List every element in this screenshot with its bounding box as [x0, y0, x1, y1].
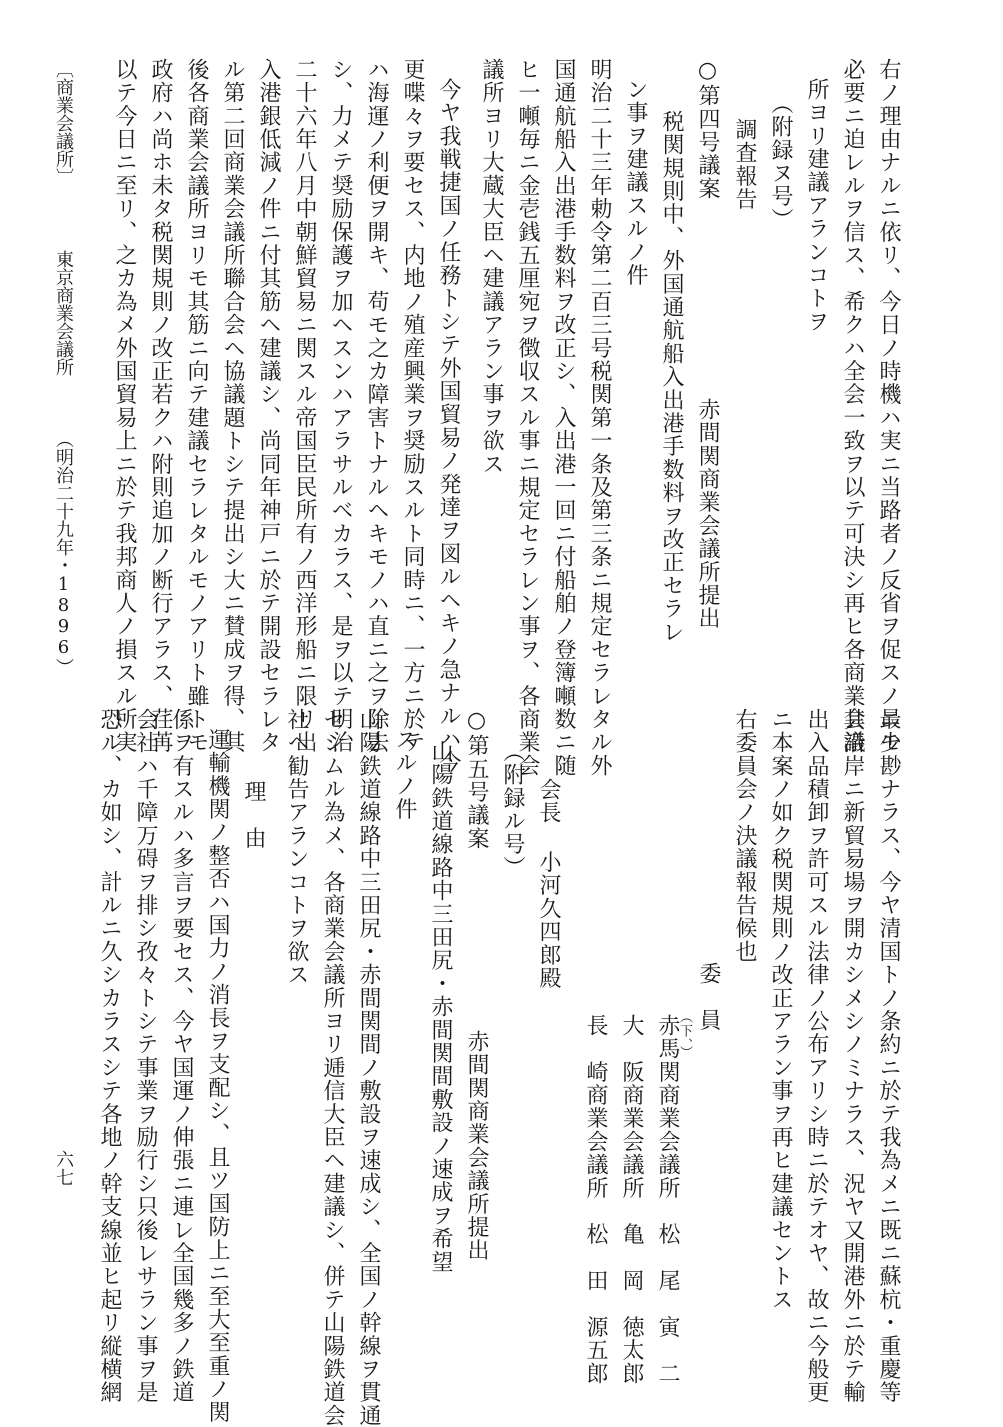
- text-column: 国通航船入出港手数料ヲ改正シ、入出港一回ニ付船舶ノ登簿噸数ニ随: [551, 58, 576, 778]
- agenda-subject: ン事ヲ建議スルノ件: [623, 78, 648, 287]
- text-column: セシムル為メ、各商業会議所ヨリ逓信大臣ヘ建議シ、併テ山陽鉄道会: [320, 708, 345, 1427]
- text-column: 係ヲ有スルハ多言ヲ要セス、今ヤ国運ノ伸張ニ連レ全国幾多ノ鉄道: [169, 708, 194, 1404]
- committee-label: 委 員: [696, 962, 721, 1032]
- page-number: 六七: [53, 1150, 74, 1186]
- text-column: 右ノ理由ナルニ依リ、今日ノ時機ハ実ニ当路者ノ反省ヲ促スノ最モ: [876, 58, 901, 754]
- submitter: 赤間関商業会議所提出: [695, 398, 720, 630]
- text-column: 社ヘ勧告アランコトヲ欲ス: [284, 708, 309, 987]
- text-column: ニ少尠ナラス、今ヤ清国トノ条約ニ於テ我為メニ既ニ蘇杭・重慶等: [876, 708, 901, 1404]
- section-heading: 調査報告: [732, 118, 757, 211]
- text-column: 明治二十三年勅令第二百三号税関第一条及第三条ニ規定セラレタル外: [587, 58, 612, 778]
- member-ruby: （下、）: [677, 1010, 692, 1060]
- text-column: 後各商業会議所ヨリモ其筋ニ向テ建議セラレタルモノアリト雖トモ: [184, 58, 209, 754]
- text-column: 入港銀低減ノ件ニ付其筋ヘ建議シ、尚同年神戸ニ於テ開設セラレタ: [256, 58, 281, 754]
- text-column: 恐ル、カ如シ、計ルニ久シカラスシテ各地ノ幹支線並ヒ起リ縦横網: [97, 708, 122, 1404]
- footer-era: （明治二十九年・1896）: [53, 430, 74, 676]
- section-heading: 理 由: [241, 780, 266, 850]
- text-column: 更喋々ヲ要セス、内地ノ殖産興業ヲ奨励スルト同時ニ、一方ニ於テ: [400, 58, 425, 755]
- text-column: ハ海運ノ利便ヲ開キ、苟モ之カ障害トナルヘキモノハ直ニ之ヲ除去: [364, 58, 389, 754]
- agenda-subject: 税関規則中、外国通航船入出港手数料ヲ改正セラレ: [659, 110, 684, 644]
- submitter: 赤間関商業会議所提出: [464, 1030, 489, 1262]
- text-column: 議所ヨリ大蔵大臣ヘ建議アラン事ヲ欲ス: [479, 58, 504, 476]
- text-column: 右委員会ノ決議報告候也: [732, 708, 757, 964]
- text-column: 政府ハ尚ホ未タ税関規則ノ改正若クハ附則追加ノ断行アラス、荏苒: [148, 58, 173, 754]
- agenda-title: ○第五号議案: [464, 708, 489, 851]
- agenda-subject: スルノ件: [392, 728, 417, 821]
- agenda-subject: 山陽鉄道線路中三田尻・赤間関間敷設ノ速成ヲ希望: [428, 740, 453, 1274]
- committee-member: 長 崎商業会議所 松 田 源五郎: [583, 1014, 608, 1386]
- text-column: 山陽鉄道線路中三田尻・赤間関間ノ敷設ヲ速成シ、全国ノ幹線ヲ貫通: [356, 708, 381, 1427]
- appendix-label: （附録ル号）: [500, 740, 525, 880]
- footer-label: 〔商業会議所〕: [53, 60, 74, 186]
- committee-member: 赤馬関商業会議所 松 尾 寅 二: [655, 1014, 680, 1386]
- text-column: シ、力メテ奨励保護ヲ加ヘスンハアラサルベカラス、是ヲ以テ明治: [328, 58, 353, 754]
- text-column: ヒ一噸毎ニ金壱銭五厘宛ヲ徴収スル事ニ規定セラレン事ヲ、各商業会: [515, 58, 540, 778]
- appendix-label: （附録ヌ号）: [768, 92, 793, 232]
- committee-member: 大 阪商業会議所 亀 岡 徳太郎: [619, 1014, 644, 1386]
- text-column: 二十六年八月中朝鮮貿易ニ関スル帝国臣民所有ノ西洋形船ニ限リ出: [292, 58, 317, 754]
- footer-org: 東京商業会議所: [53, 250, 74, 376]
- text-column: 其沿岸ニ新貿易場ヲ開カシメシノミナラス、況ヤ又開港外ニ於テ輸: [840, 708, 865, 1404]
- text-column: 会社ハ千障万碍ヲ排シ孜々トシテ事業ヲ励行シ只後レサラン事ヲ是: [133, 708, 158, 1404]
- text-column: 所ヨリ建議アランコトヲ: [804, 78, 829, 334]
- text-column: 以テ今日ニ至リ、之カ為メ外国貿易上ニ於テ我邦商人ノ損スル所実: [112, 58, 137, 754]
- text-column: ル第二回商業会議所聯合会ヘ協議題トシテ提出シ大ニ賛成ヲ得、其: [220, 58, 245, 754]
- president-address: 会長 小河久四郎殿: [536, 778, 561, 990]
- text-column: ニ本案ノ如ク税関規則ノ改正アラン事ヲ再ヒ建議セントス: [768, 708, 793, 1312]
- text-column: 必要ニ迫レルヲ信ス、希クハ全会一致ヲ以テ可決シ再ヒ各商業会議: [840, 58, 865, 754]
- agenda-title: ○第四号議案: [695, 58, 720, 201]
- text-column: 出入品積卸ヲ許可スル法律ノ公布アリシ時ニ於テオヤ、故ニ今般更: [804, 708, 829, 1404]
- text-column: 今ヤ我戦捷国ノ任務トシテ外国貿易ノ発達ヲ図ルヘキノ急ナルハ今: [436, 78, 461, 774]
- text-column: 運輸機関ノ整否ハ国力ノ消長ヲ支配シ、且ツ国防上ニ至大至重ノ関: [205, 728, 230, 1424]
